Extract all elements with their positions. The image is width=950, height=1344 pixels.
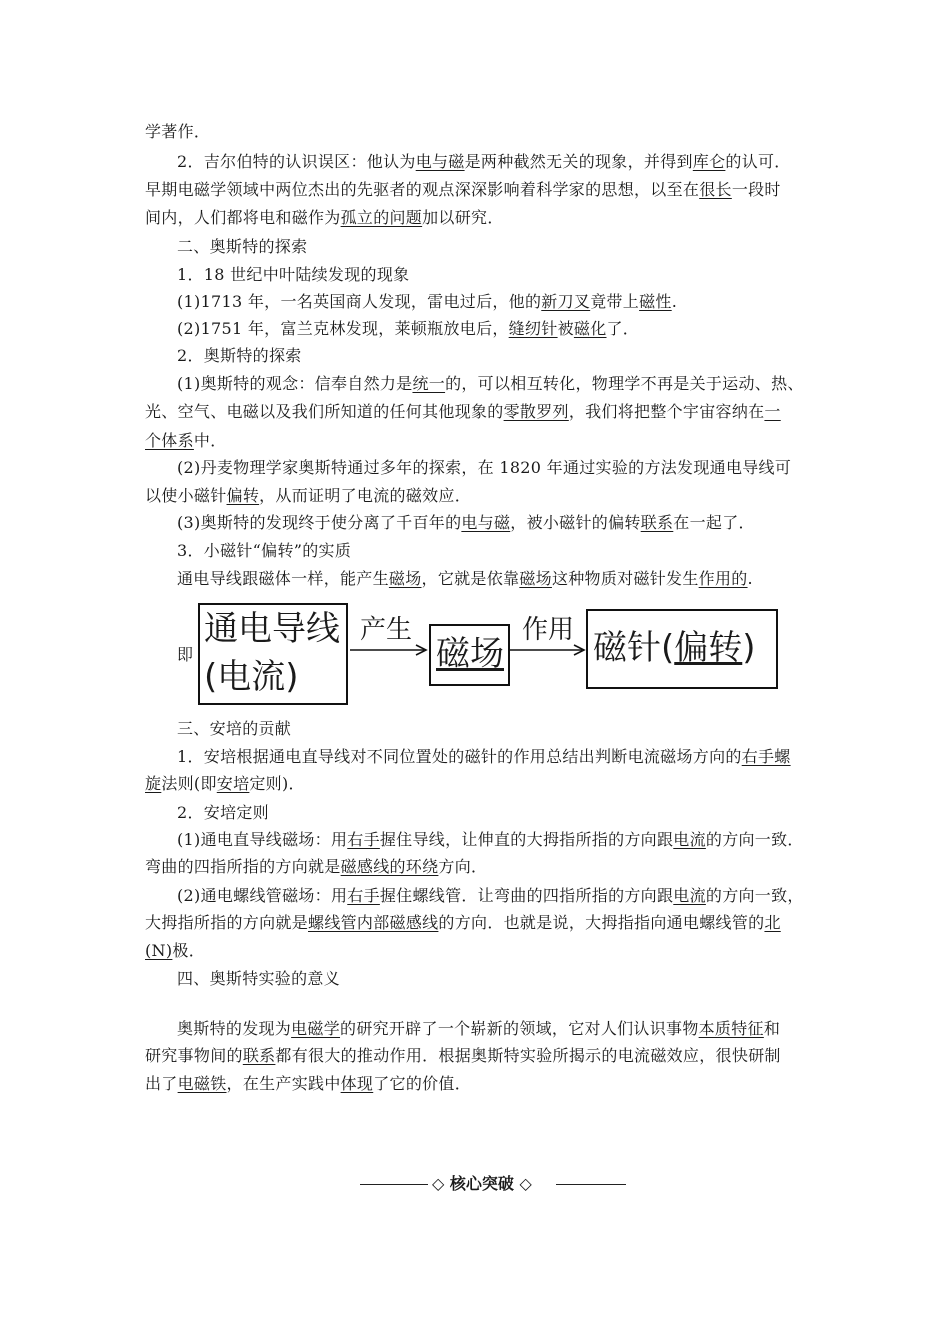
text-segment: 二、奥斯特的探索 — [177, 237, 308, 256]
answer-blank: 电与磁 — [461, 513, 511, 532]
answer-blank: 联系 — [242, 1046, 276, 1065]
text-segment: 加以研究． — [422, 208, 504, 227]
flow-box-wire-line2: (电流) — [204, 657, 299, 697]
answer-blank: 右手 — [347, 830, 380, 849]
text-line — [177, 513, 755, 533]
text-line — [177, 1019, 780, 1039]
text-line — [145, 913, 781, 933]
text-segment: 四、奥斯特实验的意义 — [177, 969, 341, 988]
subheading — [177, 346, 302, 366]
text-segment: 的认可． — [725, 152, 791, 171]
subheading — [177, 541, 351, 561]
text-line — [145, 486, 471, 506]
text-segment: 1．安培根据通电直导线对不同位置处的磁针的作用总结出判断电流磁场方向的 — [177, 747, 742, 766]
answer-blank: 联系 — [640, 513, 674, 532]
text-segment: (2)1751 年，富兰克林发现，莱顿瓶放电后， — [177, 319, 509, 338]
answer-blank: 电与磁 — [415, 152, 465, 171]
text-segment: 大拇指所指的方向就是 — [145, 913, 309, 932]
answer-blank: 零散罗列 — [503, 402, 569, 421]
arrow-label-produce: 产生 — [360, 615, 413, 645]
text-segment: 2．安培定则 — [177, 803, 269, 822]
text-segment: . — [671, 292, 678, 311]
text-segment: 三、安培的贡献 — [177, 719, 292, 738]
text-line — [145, 941, 205, 961]
text-segment: 都有很大的推动作用．根据奥斯特实验所揭示的电流磁效应，很快研制 — [275, 1046, 781, 1065]
text-line — [177, 292, 677, 312]
answer-blank: 体现 — [340, 1074, 374, 1093]
flow-box-wire-current — [198, 603, 348, 705]
answer-blank: 电磁铁 — [177, 1074, 227, 1093]
text-segment: 早期电磁学领域中两位杰出的先驱者的观点深深影响着科学家的思想，以至在 — [145, 180, 700, 199]
text-line — [177, 152, 791, 172]
answer-blank: 库仑 — [692, 152, 726, 171]
answer-blank: 电磁学 — [291, 1019, 341, 1038]
text-line — [177, 747, 791, 767]
text-segment: 了它的价值． — [373, 1074, 472, 1093]
text-segment: 法则(即 — [161, 774, 217, 793]
section-divider — [360, 1170, 626, 1200]
text-line — [177, 319, 639, 339]
text-segment: 竟带上 — [590, 292, 640, 311]
text-line — [145, 122, 210, 142]
text-segment: ，在生产实践中 — [226, 1074, 341, 1093]
text-segment: 极． — [172, 941, 205, 960]
text-segment: 弯曲的四指所指的方向就是 — [145, 857, 341, 876]
text-segment: 出了 — [145, 1074, 178, 1093]
text-segment: 和 — [763, 1019, 781, 1038]
text-segment: 的方向一致， — [705, 886, 804, 905]
divider-line-left — [360, 1184, 428, 1185]
flow-prefix: 即 — [177, 645, 194, 664]
answer-blank: 螺线管内部磁感线 — [308, 913, 439, 932]
text-line — [145, 857, 487, 877]
text-line — [177, 458, 791, 478]
divider-line-right — [556, 1184, 626, 1185]
text-segment: 光、空气、电磁以及我们所知道的任何其他现象的 — [145, 402, 504, 421]
flow-box-wire-line1: 通电导线 — [204, 609, 340, 649]
answer-blank: 新刀叉 — [541, 292, 591, 311]
text-line — [177, 374, 804, 394]
answer-blank: (N) — [145, 941, 173, 960]
answer-blank: 北 — [764, 913, 781, 932]
text-line — [177, 830, 804, 850]
text-segment: ，我们将把整个宇宙容纳在 — [568, 402, 765, 421]
arrow-label-act: 作用 — [522, 615, 575, 645]
text-segment: 方向． — [438, 857, 488, 876]
answer-blank: 偏转 — [226, 486, 260, 505]
text-segment: 通电导线跟磁体一样，能产生 — [177, 569, 389, 588]
text-segment: 2．吉尔伯特的认识误区：他认为 — [177, 152, 416, 171]
text-segment: 一段时 — [731, 180, 781, 199]
text-segment: 定则)． — [249, 774, 305, 793]
text-segment: 间内，人们都将电和磁作为 — [145, 208, 341, 227]
text-line — [145, 1074, 471, 1094]
text-segment: (1)奥斯特的观念：信奉自然力是 — [177, 374, 413, 393]
text-segment: ，被小磁针的偏转 — [510, 513, 641, 532]
arrow-right-icon — [350, 642, 430, 658]
text-segment: 了． — [606, 319, 640, 338]
text-segment: 的方向．也就是说，大拇指指向通电螺线管的 — [438, 913, 765, 932]
text-segment: 握住螺线管．让弯曲的四指所指的方向跟 — [379, 886, 674, 905]
text-segment: (1)1713 年，一名英国商人发现，雷电过后，他的 — [177, 292, 542, 311]
flow-box-needle-deflection — [586, 609, 778, 689]
text-segment: (2)通电螺线管磁场：用 — [177, 886, 348, 905]
text-segment: 握住导线，让伸直的大拇指所指的方向跟 — [379, 830, 674, 849]
text-segment: 这种物质对磁针发生 — [551, 569, 699, 588]
answer-blank: 统一 — [412, 374, 446, 393]
answer-blank: 本质特征 — [698, 1019, 764, 1038]
text-segment: 的研究开辟了一个崭新的领域，它对人们认识事物 — [340, 1019, 699, 1038]
text-segment: . — [747, 569, 753, 588]
text-line — [145, 1046, 781, 1066]
answer-blank: 右手 — [347, 886, 380, 905]
subheading — [177, 803, 269, 823]
flow-box-magnetic-field — [429, 624, 510, 686]
text-line — [177, 569, 753, 589]
text-segment: 是两种截然无关的现象，并得到 — [464, 152, 693, 171]
answer-blank: 磁性 — [639, 292, 672, 311]
answer-blank: 右手螺 — [741, 747, 791, 766]
answer-blank: 磁场 — [388, 569, 422, 588]
text-line — [145, 431, 227, 451]
text-segment: 3．小磁针“偏转”的实质 — [177, 541, 352, 560]
section-heading — [177, 969, 340, 989]
text-line — [145, 180, 781, 200]
answer-blank: 缝纫针 — [508, 319, 558, 338]
arrow-right-icon — [508, 642, 588, 658]
text-segment: 研究事物间的 — [145, 1046, 243, 1065]
text-segment: 1．18 世纪中叶陆续发现的现象 — [177, 265, 410, 284]
answer-blank: 很长 — [699, 180, 732, 199]
text-segment: 2．奥斯特的探索 — [177, 346, 302, 365]
text-segment: (2)丹麦物理学家奥斯特通过多年的探索，在 1820 年通过实验的方法发现通电导线可 — [177, 458, 792, 477]
answer-blank: 磁化 — [573, 319, 607, 338]
text-segment: 被 — [557, 319, 574, 338]
section-heading — [177, 719, 291, 739]
answer-blank: 作用的 — [698, 569, 748, 588]
answer-blank: 电流 — [673, 886, 706, 905]
section-heading — [177, 237, 307, 257]
text-line — [145, 774, 305, 794]
text-segment: ，从而证明了电流的磁效应． — [259, 486, 472, 505]
text-line — [177, 886, 804, 906]
answer-blank: 个体系 — [145, 431, 194, 450]
text-line — [145, 208, 504, 228]
text-segment: 的，可以相互转化，物理学不再是关于运动、热、 — [445, 374, 804, 393]
text-segment: 学著作． — [145, 122, 211, 141]
answer-blank: 孤立的问题 — [340, 208, 423, 227]
text-segment: 的方向一致． — [705, 830, 804, 849]
answer-blank: 旋 — [145, 774, 162, 793]
text-segment: 中． — [193, 431, 227, 450]
answer-blank: 磁场 — [519, 569, 552, 588]
flow-box-needle-text: 磁针(偏转) — [593, 628, 756, 668]
answer-blank: 电流 — [673, 830, 706, 849]
text-segment: 在一起了． — [673, 513, 755, 532]
answer-blank: 安培 — [216, 774, 250, 793]
text-segment: (1)通电直导线磁场：用 — [177, 830, 348, 849]
text-segment: 以使小磁针 — [145, 486, 227, 505]
flow-box-field-text: 磁场 — [436, 634, 504, 674]
section-divider-label: ◇ 核心突破 ◇ — [432, 1174, 532, 1193]
answer-blank: 一 — [764, 402, 781, 421]
answer-blank: 磁感线的环绕 — [340, 857, 439, 876]
text-segment: ，它就是依靠 — [421, 569, 520, 588]
text-line — [145, 402, 781, 422]
subheading — [177, 265, 409, 285]
text-segment: 奥斯特的发现为 — [177, 1019, 292, 1038]
text-segment: (3)奥斯特的发现终于使分离了千百年的 — [177, 513, 462, 532]
